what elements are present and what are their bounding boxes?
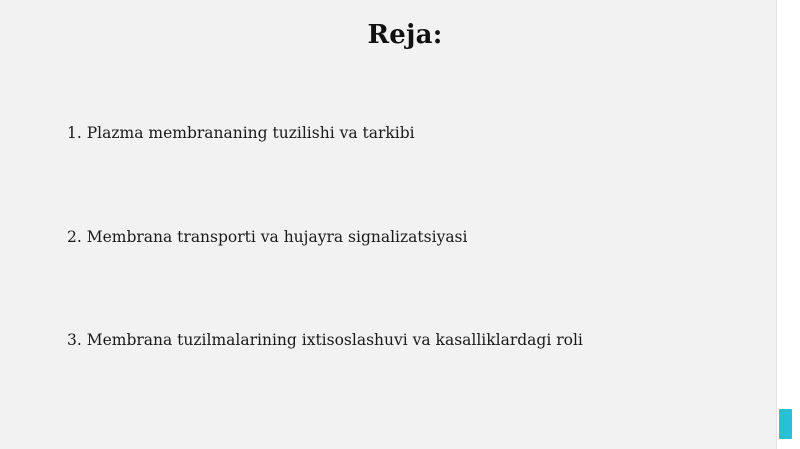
plan-item-3: 3. Membrana tuzilmalarining ixtisoslashuvi va kasalliklardagi roli — [67, 331, 583, 349]
scrollbar-thumb[interactable] — [779, 409, 792, 439]
slide-title: Reja: — [367, 20, 443, 50]
vertical-scrollbar[interactable] — [776, 0, 800, 449]
plan-item-1: 1. Plazma membrananing tuzilishi va tarkibi — [67, 124, 415, 142]
plan-item-2: 2. Membrana transporti va hujayra signalizatsiyasi — [67, 228, 468, 246]
